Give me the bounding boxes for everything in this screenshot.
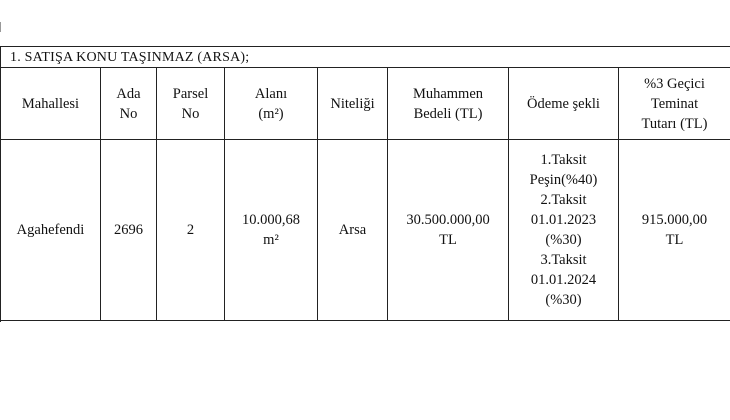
table-header-row: [1, 68, 730, 140]
cell-mahallesi: Agahefendi: [1, 140, 101, 321]
cell-muhammen-bedeli: 30.500.000,00 TL: [388, 140, 509, 321]
table-row: [1, 140, 730, 321]
header-parsel-no: Parsel No: [157, 68, 225, 140]
header-alani: Alanı (m²): [225, 68, 318, 140]
cell-alani: 10.000,68 m²: [225, 140, 318, 321]
header-teminat: %3 Geçici Teminat Tutarı (TL): [619, 68, 730, 140]
cell-teminat: 915.000,00 TL: [619, 140, 730, 321]
cell-ada-no: 2696: [101, 140, 157, 321]
top-rule: [0, 46, 730, 47]
header-muhammen-bedeli: Muhammen Bedeli (TL): [388, 68, 509, 140]
cell-niteligi: Arsa: [318, 140, 388, 321]
header-ada-no: Ada No: [101, 68, 157, 140]
section-title: 1. SATIŞA KONU TAŞINMAZ (ARSA);: [10, 50, 250, 65]
header-niteligi: Niteliği: [318, 68, 388, 140]
header-odeme-sekli: Ödeme şekli: [509, 68, 619, 140]
property-table: [0, 67, 730, 321]
cell-odeme-sekli: 1.Taksit Peşin(%40) 2.Taksit 01.01.2023 (%30) 3.Taksit 01.01.2024 (%30): [509, 140, 619, 321]
cell-parsel-no: 2: [157, 140, 225, 321]
header-mahallesi: Mahallesi: [1, 68, 101, 140]
edge-mark: [0, 22, 1, 32]
